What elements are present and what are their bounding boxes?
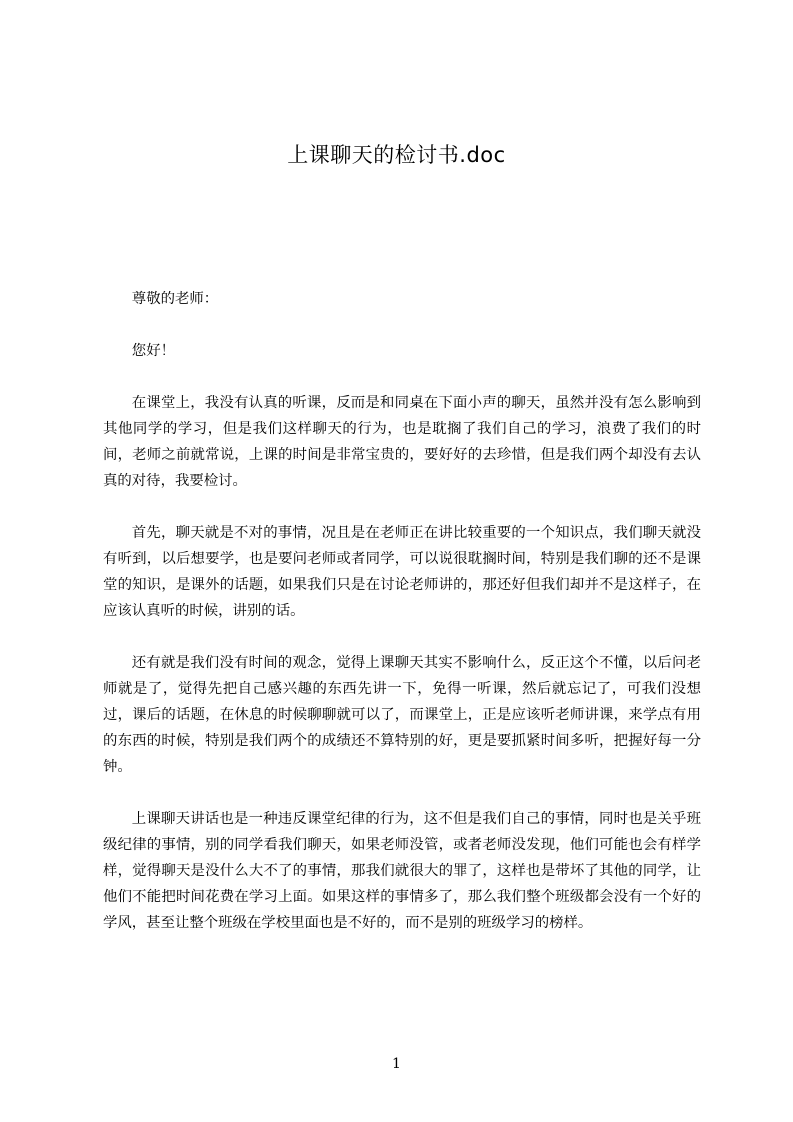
- document-title: 上课聊天的检讨书.doc: [287, 143, 506, 167]
- page-number: 1: [392, 1056, 401, 1072]
- salutation: 尊敬的老师：: [131, 291, 219, 307]
- greeting: 您好！: [131, 343, 175, 359]
- body-paragraph: 首先，聊天就是不对的事情，况且是在老师正在讲比较重要的一个知识点，我们聊天就没有听到，以后想要学，也是要问老师或者同学，可以说很耽搁时间，特别是我们聊的还不是课堂的知识，是课外的话题，如果我们只是在讨论老师讲的，那还好但我们却并不是这样子，在应该认真听的时候，讲别的话。: [103, 525, 701, 619]
- body-paragraph: 还有就是我们没有时间的观念，觉得上课聊天其实不影响什么，反正这个不懂，以后问老师就是了，觉得先把自己感兴趣的东西先讲一下，免得一听课，然后就忘记了，可我们没想过，课后的话题，在休息的时候聊聊就可以了，而课堂上，正是应该听老师讲课，来学点有用的东西的时候，特别是我们两个的成绩还不算特别的好，更是要抓紧时间多听，把握好每一分钟。: [103, 655, 701, 775]
- body-paragraph: 上课聊天讲话也是一种违反课堂纪律的行为，这不但是我们自己的事情，同时也是关乎班级纪律的事情，别的同学看我们聊天，如果老师没管，或者老师没发现，他们可能也会有样学样，觉得聊天是没什么大不了的事情，那我们就很大的罪了，这样也是带坏了其他的同学，让他们不能把时间花费在学习上面。如果这样的事情多了，那么我们整个班级都会没有一个好的学风，甚至让整个班级在学校里面也是不好的，而不是别的班级学习的榜样。: [103, 811, 701, 931]
- body-paragraph: 在课堂上，我没有认真的听课，反而是和同桌在下面小声的聊天，虽然并没有怎么影响到其他同学的学习，但是我们这样聊天的行为，也是耽搁了我们自己的学习，浪费了我们的时间，老师之前就常说，上课的时间是非常宝贵的，要好好的去珍惜，但是我们两个却没有去认真的对待，我要检讨。: [103, 395, 701, 489]
- document-body: [103, 286, 701, 962]
